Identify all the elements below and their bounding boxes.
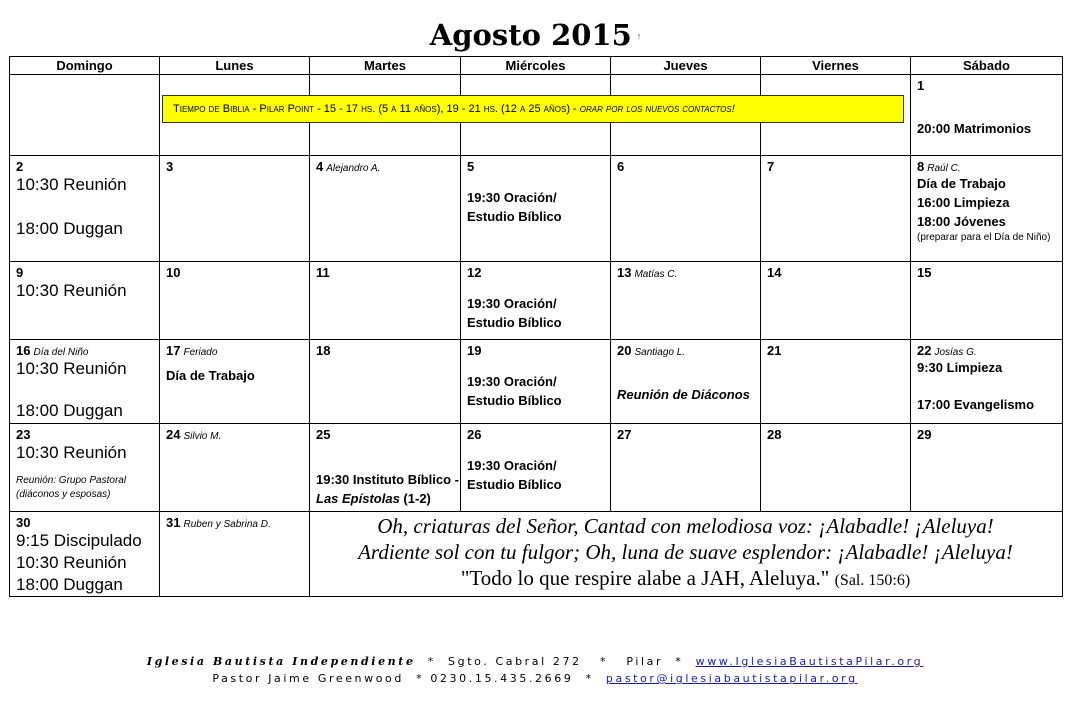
weekday-thursday: Jueves xyxy=(611,57,761,75)
hymn-verse xyxy=(310,513,1061,594)
event: 18:00 Duggan xyxy=(16,575,123,594)
week-row xyxy=(10,340,1063,424)
day-number: 19 xyxy=(467,343,482,358)
page-title xyxy=(0,18,1070,52)
event: 19:30 Oración/ xyxy=(467,190,557,205)
day-note: Alejandro A. xyxy=(326,163,381,174)
day-cell-14 xyxy=(761,262,911,340)
event: Estudio Bíblico xyxy=(467,393,562,408)
day-number: 24 xyxy=(166,427,181,442)
day-note: Raúl C. xyxy=(927,163,961,174)
day-number: 5 xyxy=(467,159,475,174)
event: 10:30 Reunión xyxy=(16,175,127,194)
event: 10:30 Reunión xyxy=(16,553,127,572)
day-cell-17 xyxy=(160,340,310,424)
day-number: 14 xyxy=(767,265,782,280)
day-number: 21 xyxy=(767,343,782,358)
pastor-contact: Pastor Jaime Greenwood * 0230.15.435.2669 * xyxy=(212,672,606,685)
day-number: 18 xyxy=(316,343,331,358)
day-number: 11 xyxy=(316,265,330,280)
event: 10:30 Reunión xyxy=(16,443,127,462)
day-number: 7 xyxy=(767,159,775,174)
day-number: 23 xyxy=(16,427,31,442)
day-cell-20 xyxy=(611,340,761,424)
day-number: 10 xyxy=(166,265,181,280)
event: Estudio Bíblico xyxy=(467,477,562,492)
day-number: 29 xyxy=(917,427,932,442)
footer-line-1 xyxy=(0,655,1070,668)
day-cell-16 xyxy=(10,340,160,424)
banner-text: Tiempo de Biblia - Pilar Point - 15 - 17 hs. (5 a 11 años), 19 - 21 hs. (12 a 25 años) - xyxy=(173,103,580,115)
day-number: 25 xyxy=(316,427,331,442)
day-number: 22 xyxy=(917,343,932,358)
title-text: Agosto 2015 xyxy=(429,18,632,52)
day-cell-2 xyxy=(10,156,160,262)
event: Estudio Bíblico xyxy=(467,315,562,330)
day-cell-13 xyxy=(611,262,761,340)
verse-quote: "Todo lo que respire alabe a JAH, Aleluya." xyxy=(460,566,830,590)
day-cell-4 xyxy=(310,156,461,262)
church-name: Iglesia Bautista Independiente xyxy=(146,655,416,668)
footer-line-2 xyxy=(0,672,1070,685)
day-number: 2 xyxy=(16,159,24,174)
week-row xyxy=(10,262,1063,340)
event: 9:30 Limpieza xyxy=(917,360,1003,375)
event: 18:00 Duggan xyxy=(16,401,123,420)
day-cell-1 xyxy=(911,75,1063,156)
weekday-monday: Lunes xyxy=(160,57,310,75)
event-note: (preparar para el Día de Niño) xyxy=(917,232,1051,243)
event: 19:30 Oración/ xyxy=(467,458,557,473)
event: 19:30 Instituto Bíblico - xyxy=(316,472,460,487)
day-cell-25 xyxy=(310,424,461,512)
event: 18:00 Jóvenes xyxy=(917,214,1006,229)
day-note: Santiago L. xyxy=(634,347,686,358)
event: Día de Trabajo xyxy=(166,368,255,383)
day-number: 16 xyxy=(16,343,31,358)
church-address: * Sgto. Cabral 272 * Pilar * xyxy=(415,655,696,668)
event: 10:30 Reunión xyxy=(16,281,127,300)
event: 20:00 Matrimonios xyxy=(917,121,1032,136)
verse-line-3 xyxy=(310,565,1061,594)
day-note: Josías G. xyxy=(934,347,977,358)
day-cell-18 xyxy=(310,340,461,424)
day-number: 26 xyxy=(467,427,482,442)
day-number: 13 xyxy=(617,265,632,280)
day-number: 9 xyxy=(16,265,24,280)
day-number: 4 xyxy=(316,159,324,174)
event: 19:30 Oración/ xyxy=(467,296,557,311)
day-note: Matías C. xyxy=(634,269,678,280)
event: Estudio Bíblico xyxy=(467,209,562,224)
event: 19:30 Oración/ xyxy=(467,374,557,389)
event: 17:00 Evangelismo xyxy=(917,397,1035,412)
day-cell-11 xyxy=(310,262,461,340)
event: 10:30 Reunión xyxy=(16,359,127,378)
day-cell-26 xyxy=(461,424,611,512)
weekday-sunday: Domingo xyxy=(10,57,160,75)
event xyxy=(316,489,460,508)
day-note: Día del Niño xyxy=(33,347,89,358)
day-cell-3 xyxy=(160,156,310,262)
day-cell-28 xyxy=(761,424,911,512)
bible-time-banner xyxy=(162,95,904,123)
day-cell-9 xyxy=(10,262,160,340)
day-cell-7 xyxy=(761,156,911,262)
event-note: (diáconos y esposas) xyxy=(16,489,111,500)
day-number: 30 xyxy=(16,515,31,530)
week-row xyxy=(10,156,1063,262)
day-cell-6 xyxy=(611,156,761,262)
event: Día de Trabajo xyxy=(917,176,1006,191)
event: Reunión de Diáconos xyxy=(617,387,750,402)
verse-line-1: Oh, criaturas del Señor, Cantad con melodiosa voz: ¡Alabadle! ¡Aleluya! xyxy=(377,514,994,538)
day-cell-30 xyxy=(10,512,160,597)
day-number: 28 xyxy=(767,427,782,442)
empty-day xyxy=(10,75,160,156)
event-course-range: (1-2) xyxy=(399,491,431,506)
event-course: Las Epístolas xyxy=(316,491,400,506)
banner-prayer-text: orar por los nuevos contactos! xyxy=(579,103,735,115)
day-cell-24 xyxy=(160,424,310,512)
event: 9:15 Discipulado xyxy=(16,531,142,550)
day-cell-5 xyxy=(461,156,611,262)
day-number: 27 xyxy=(617,427,632,442)
event: 18:00 Duggan xyxy=(16,219,123,238)
website-link[interactable]: www.IglesiaBautistaPilar.org xyxy=(695,655,924,668)
day-cell-31 xyxy=(160,512,310,597)
day-number: 1 xyxy=(917,78,925,93)
email-link[interactable]: pastor@iglesiabautistapilar.org xyxy=(605,672,858,685)
title-mark: ! xyxy=(637,33,641,41)
day-number: 20 xyxy=(617,343,632,358)
weekday-tuesday: Martes xyxy=(310,57,461,75)
day-cell-21 xyxy=(761,340,911,424)
weekday-wednesday: Miércoles xyxy=(461,57,611,75)
day-cell-27 xyxy=(611,424,761,512)
day-cell-10 xyxy=(160,262,310,340)
event-note: Reunión: Grupo Pastoral xyxy=(16,475,127,486)
weekday-header-row xyxy=(10,57,1063,75)
day-note: Ruben y Sabrina D. xyxy=(183,519,271,530)
day-number: 3 xyxy=(166,159,174,174)
day-cell-15 xyxy=(911,262,1063,340)
day-number: 17 xyxy=(166,343,181,358)
weekday-friday: Viernes xyxy=(761,57,911,75)
day-cell-19 xyxy=(461,340,611,424)
day-cell-23 xyxy=(10,424,160,512)
verse-line-2: Ardiente sol con tu fulgor; Oh, luna de suave esplendor: ¡Alabadle! ¡Aleluya! xyxy=(358,540,1013,564)
day-cell-12 xyxy=(461,262,611,340)
event: 16:00 Limpieza xyxy=(917,195,1010,210)
weekday-saturday: Sábado xyxy=(911,57,1063,75)
day-note: Feriado xyxy=(183,347,218,358)
day-note: Silvio M. xyxy=(183,431,222,442)
day-cell-29 xyxy=(911,424,1063,512)
day-number: 6 xyxy=(617,159,625,174)
day-cell-8 xyxy=(911,156,1063,262)
verse-reference: (Sal. 150:6) xyxy=(834,572,911,589)
day-cell-22 xyxy=(911,340,1063,424)
day-number: 12 xyxy=(467,265,482,280)
day-number: 15 xyxy=(917,265,932,280)
week-row xyxy=(10,424,1063,512)
day-number: 8 xyxy=(917,159,925,174)
day-number: 31 xyxy=(166,515,181,530)
